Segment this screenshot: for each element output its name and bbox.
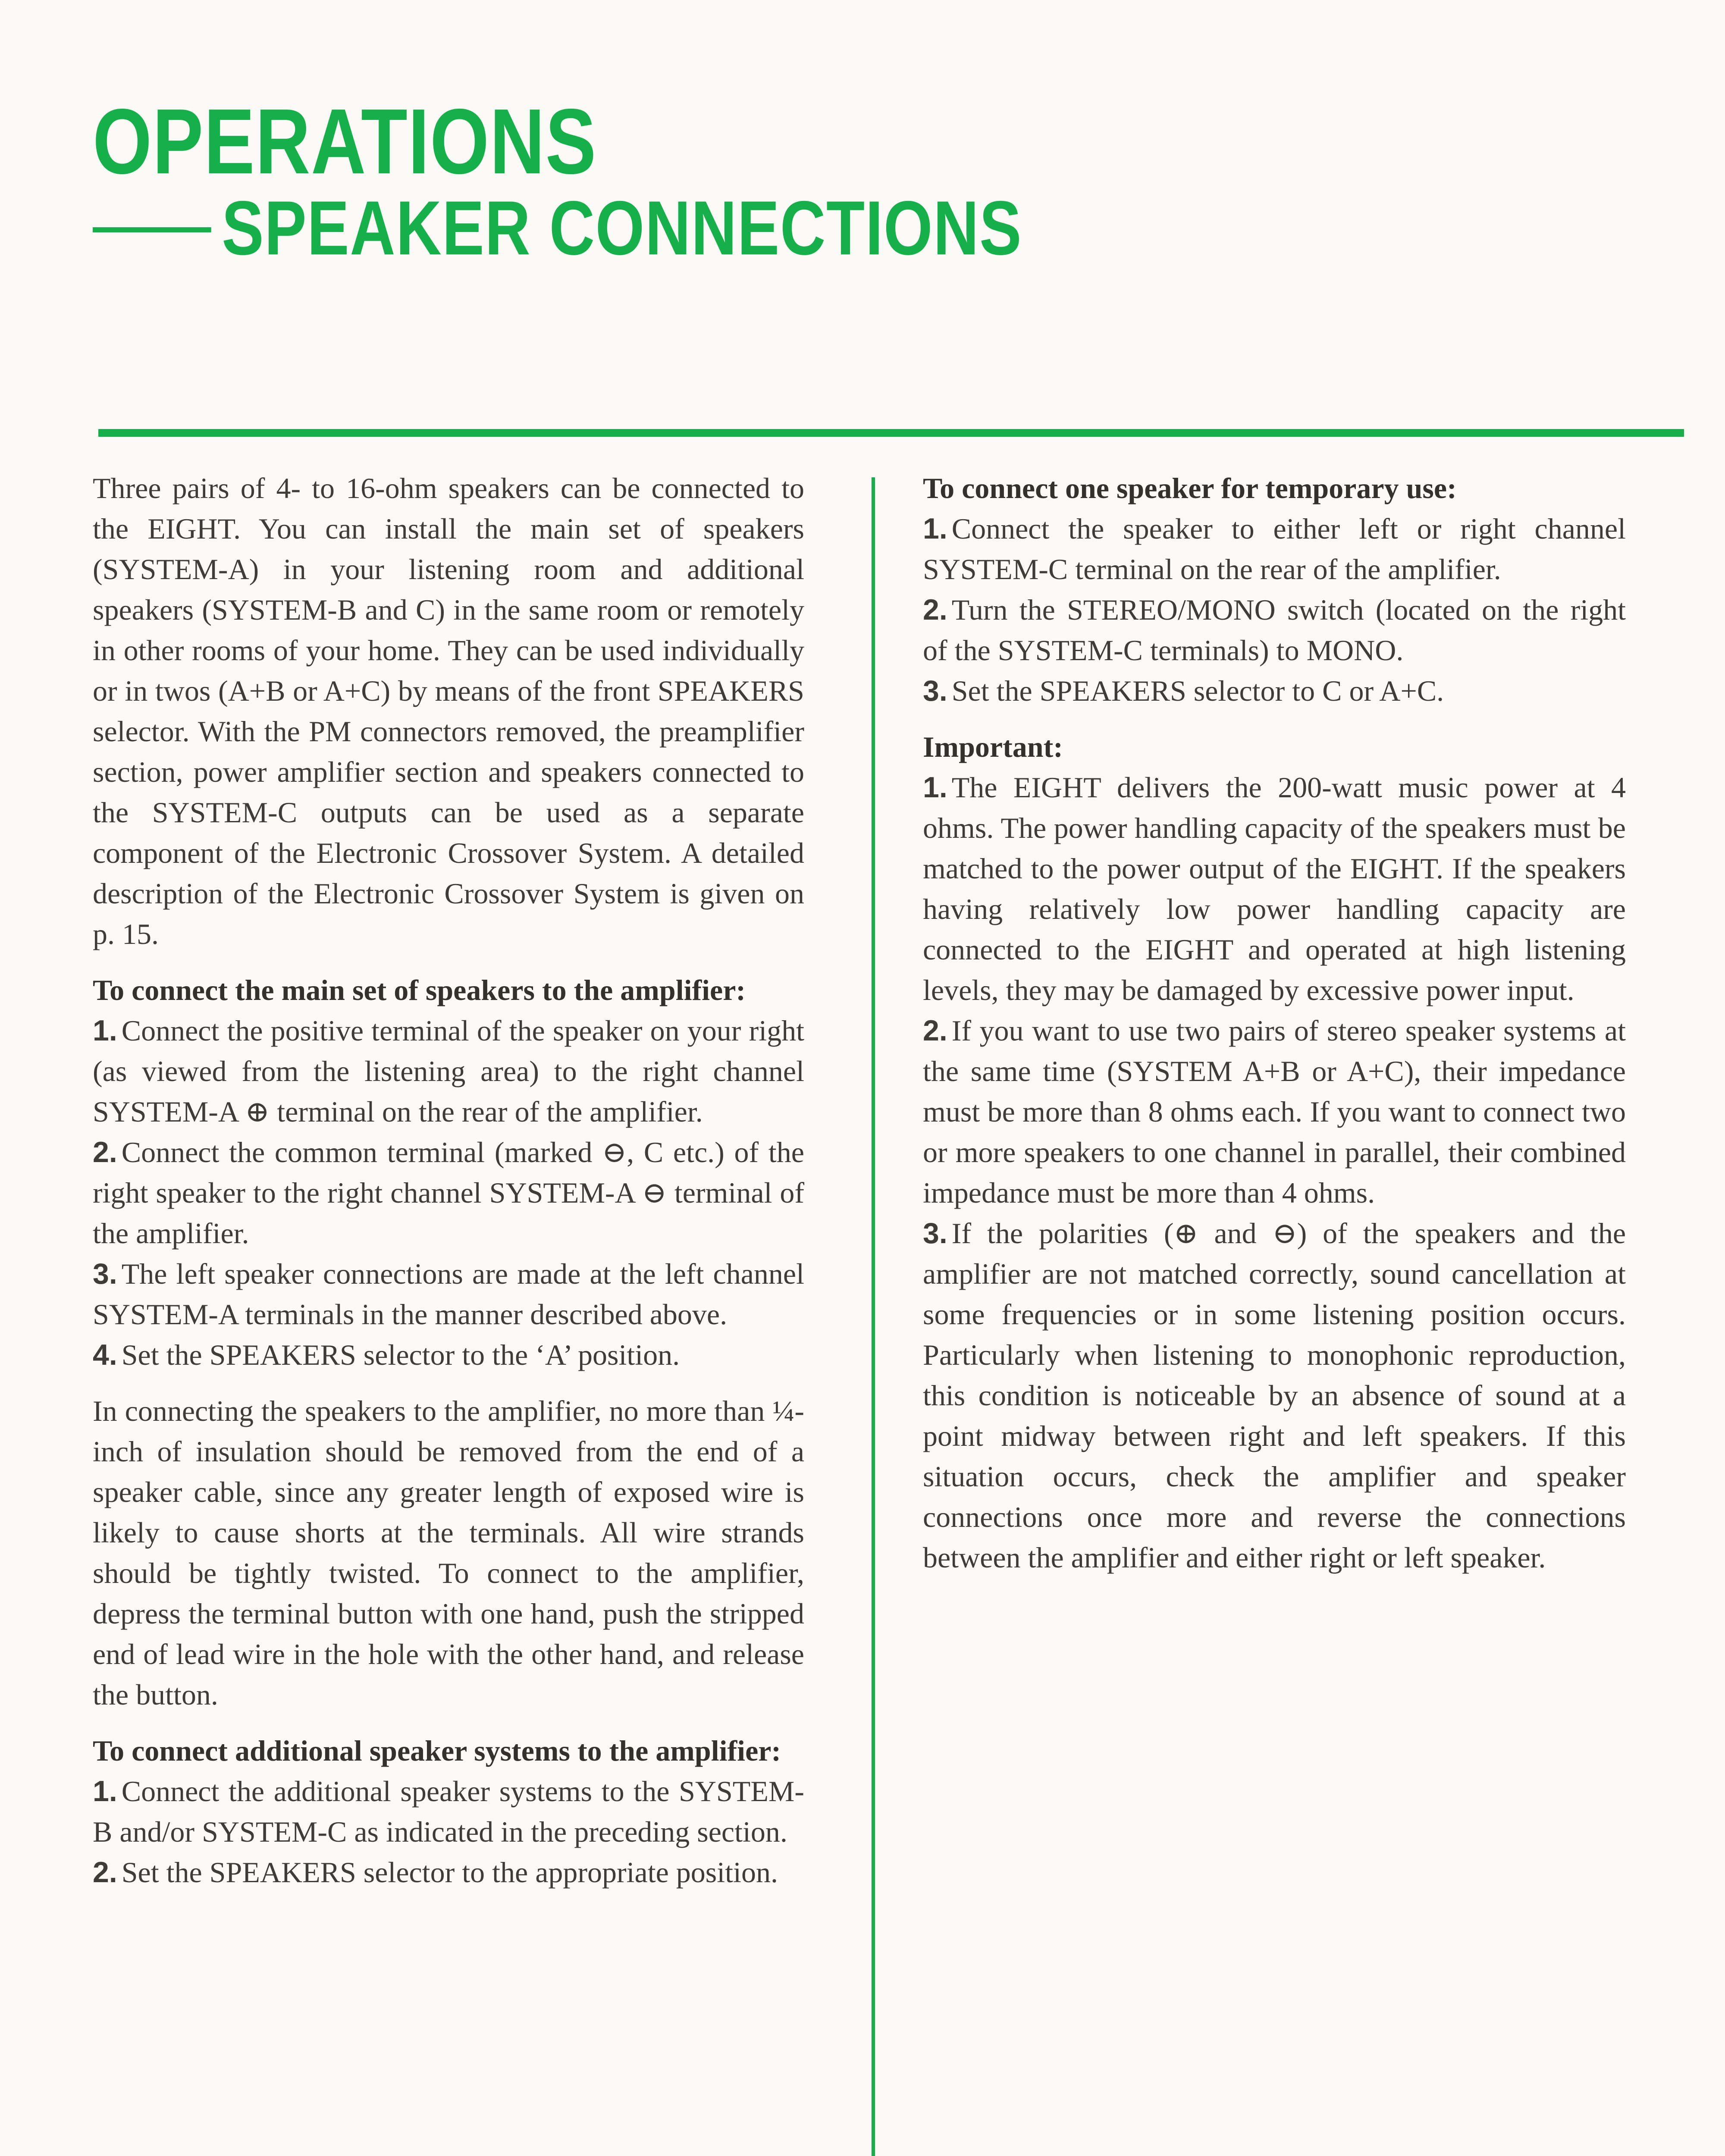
subtitle-text: SPEAKER CONNECTIONS <box>222 185 1022 271</box>
title-dash <box>93 227 211 232</box>
main-speakers-heading: To connect the main set of speakers to the amplifier: <box>93 974 746 1006</box>
important-step-1: 1. The EIGHT delivers the 200-watt music power at 4 ohms. The power handling capacity of the speakers must be matched to the power output of the EIGHT. If the speakers having relatively low power handling capacity are connected to the EIGHT and operated at high listening levels, they may be damaged by excessive power input. <box>923 771 1626 1006</box>
header-rule <box>98 429 1684 437</box>
right-column <box>923 468 1626 1578</box>
additional-speakers-heading: To connect additional speaker systems to the amplifier: <box>93 1734 781 1767</box>
important-heading: Important: <box>923 730 1063 763</box>
wiring-paragraph: In connecting the speakers to the amplifier, no more than ¼-inch of insulation should be removed from the end of a speaker cable, since any greater length of exposed wire is likely to cause shorts at the terminals. All wire strands should be tightly twisted. To connect to the amplifier, depress the terminal button with one hand, push the stripped end of lead wire in the hole with the other hand, and release the button. <box>93 1395 804 1711</box>
important-step-2: 2. If you want to use two pairs of stereo speaker systems at the same time (SYSTEM A+B or A+C), their impedance must be more than 8 ohms each. If you want to connect two or more speakers to one channel in parallel, their combined impedance must be more than 4 ohms. <box>923 1014 1626 1209</box>
main-step-2: 2. Connect the common terminal (marked ⊖, C etc.) of the right speaker to the right channel SYSTEM-A ⊖ terminal of the amplifier. <box>93 1136 804 1250</box>
additional-step-2: 2. Set the SPEAKERS selector to the appropriate position. <box>93 1856 778 1889</box>
temp-step-3: 3. Set the SPEAKERS selector to C or A+C. <box>923 674 1444 707</box>
main-step-1: 1. Connect the positive terminal of the speaker on your right (as viewed from the listening area) to the right channel SYSTEM-A ⊕ terminal on the rear of the amplifier. <box>93 1014 804 1128</box>
main-step-4: 4. Set the SPEAKERS selector to the ‘A’ position. <box>93 1338 680 1371</box>
page-subtitle <box>93 185 1022 271</box>
additional-step-1: 1. Connect the additional speaker systems to the SYSTEM-B and/or SYSTEM-C as indicated in the preceding section. <box>93 1775 804 1848</box>
page-title: OPERATIONS <box>93 89 597 193</box>
temp-step-1: 1. Connect the speaker to either left or right channel SYSTEM-C terminal on the rear of the amplifier. <box>923 512 1626 586</box>
left-column <box>93 468 804 1893</box>
important-step-3: 3. If the polarities (⊕ and ⊖) of the speakers and the amplifier are not matched correctly, sound cancellation at some frequencies or in some listening position occurs. Particularly when listening to monophonic reproduction, this condition is noticeable by an absence of sound at a point midway between right and left speakers. If this situation occurs, check the amplifier and speaker connections once more and reverse the connections between the amplifier and either right or left speaker. <box>923 1217 1626 1574</box>
intro-paragraph: Three pairs of 4- to 16-ohm speakers can be connected to the EIGHT. You can install the main set of speakers (SYSTEM-A) in your listening room and additional speakers (SYSTEM-B and C) in the same room or remotely in other rooms of your home. They can be used individually or in twos (A+B or A+C) by means of the front SPEAKERS selector. With the PM connectors removed, the preamplifier section, power amplifier section and speakers connected to the SYSTEM-C outputs can be used as a separate component of the Electronic Crossover System. A detailed description of the Electronic Crossover System is given on p. 15. <box>93 472 804 950</box>
temporary-speaker-heading: To connect one speaker for temporary use: <box>923 472 1457 505</box>
column-divider <box>872 477 875 2156</box>
main-step-3: 3. The left speaker connections are made at the left channel SYSTEM-A terminals in the manner described above. <box>93 1257 804 1331</box>
temp-step-2: 2. Turn the STEREO/MONO switch (located on the right of the SYSTEM-C terminals) to MONO. <box>923 593 1626 667</box>
